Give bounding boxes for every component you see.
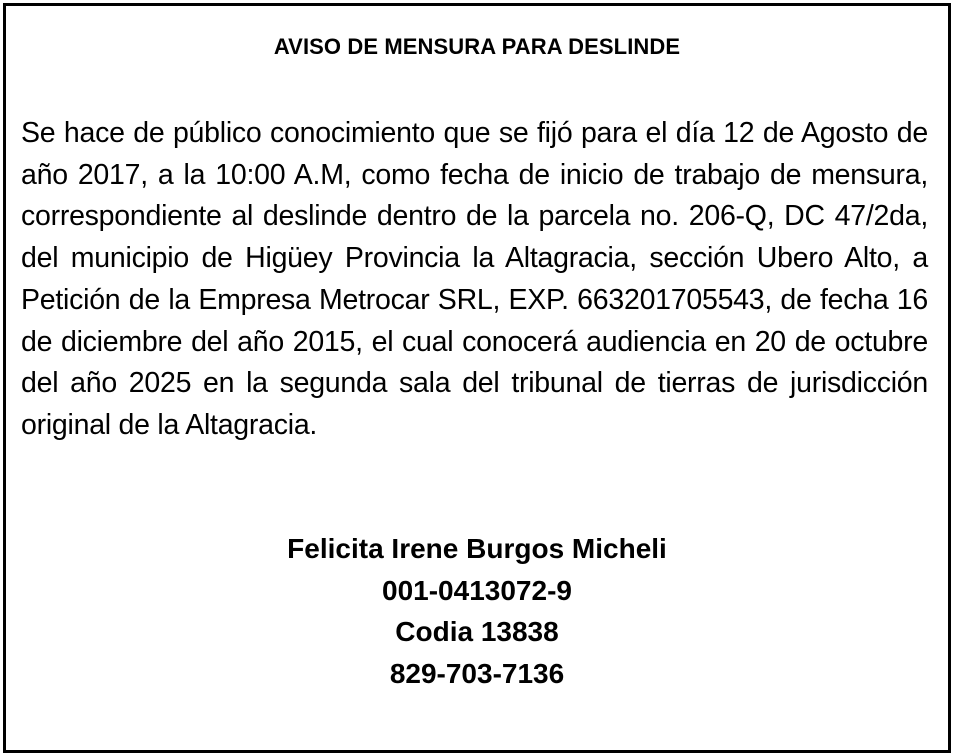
signer-id-number: 001-0413072-9 [382,574,572,606]
signer-name: Felicita Irene Burgos Micheli [287,533,667,564]
notice-body: Se hace de público conocimiento que se fijó para el día 12 de Agosto de año 2017, a la 10:00 A.M, como fecha de inicio de trabajo de mensura, correspondiente al deslinde dentro de la parcela no. 206-Q, DC 47/2da, del municipio de Higüey Provincia la Altagracia, sección Ubero Alto, a Petición de la Empresa Metrocar SRL, EXP. 663201705543, de fecha 16 de diciembre del año 2015, el cual conocerá audiencia en 20 de octubre del año 2025 en la segunda sala del tribunal de tierras de jurisdicción original de la Altagracia. [21,117,928,441]
signer-codia: Codia 13838 [395,616,559,647]
signer-phone: 829-703-7136 [389,657,565,689]
notice-title: AVISO DE MENSURA PARA DESLINDE [273,34,681,59]
signature-block [0,528,954,694]
